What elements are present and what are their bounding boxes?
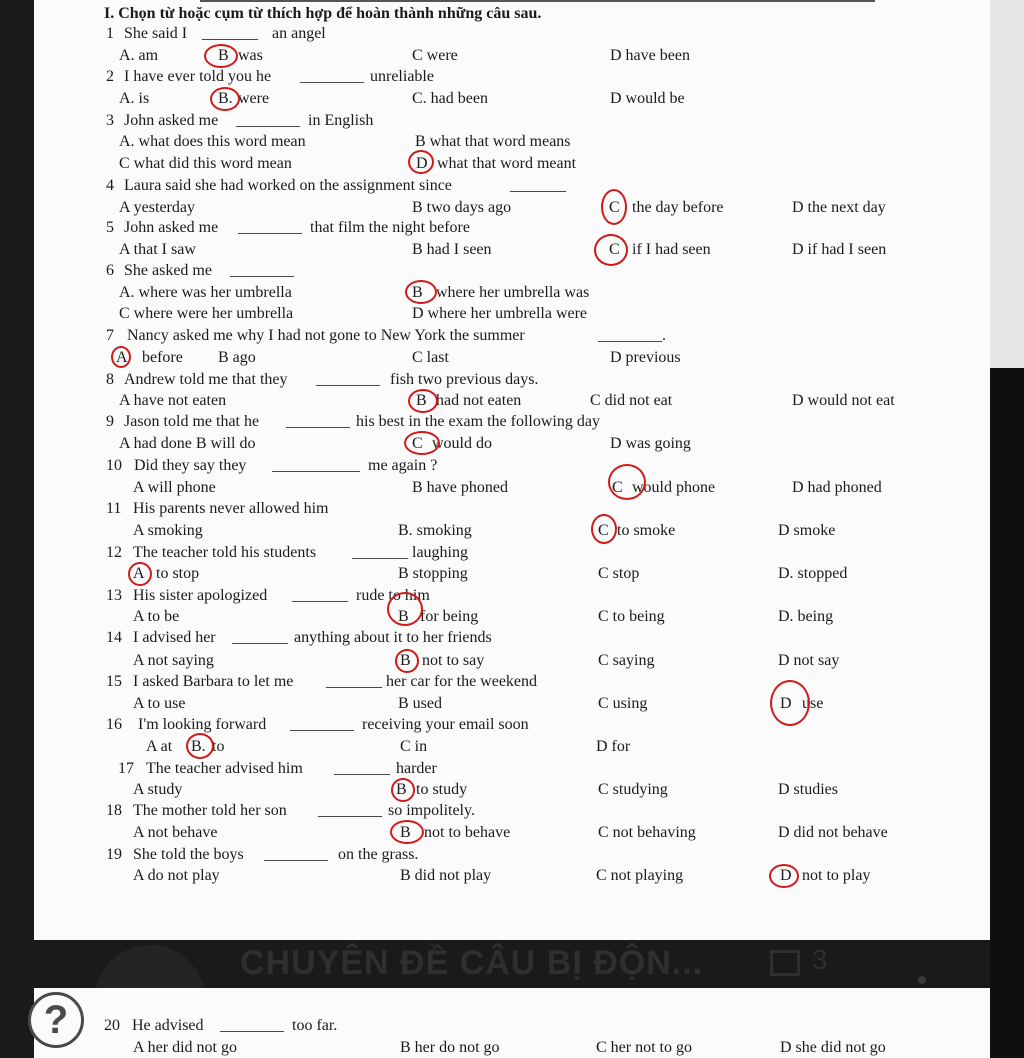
- question-stem-end: harder: [396, 760, 437, 777]
- question-stem-end: anything about it to her friends: [294, 629, 492, 646]
- answer-circle: [608, 464, 646, 500]
- question-stem: The teacher told his students: [133, 544, 317, 561]
- question-stem-end: his best in the exam the following day: [356, 413, 600, 430]
- page-count-badge: 3: [812, 944, 828, 975]
- option-b-text: not to behave: [424, 824, 511, 841]
- question-stem: Laura said she had worked on the assignment since: [124, 177, 452, 194]
- option-c-text: if I had seen: [632, 241, 711, 258]
- option-a-letter: A: [116, 349, 128, 366]
- option-a: A to be: [133, 608, 180, 625]
- option-d-letter: D: [780, 695, 792, 712]
- option-b: B. smoking: [398, 522, 472, 539]
- answer-circle: [404, 431, 440, 455]
- question-number: 17: [118, 760, 134, 777]
- option-c: C were: [412, 47, 458, 64]
- option-c: C to being: [598, 608, 665, 625]
- option-b-text: for being: [420, 608, 479, 625]
- option-a: A. what does this word mean: [119, 133, 306, 150]
- option-b: B did not play: [400, 867, 492, 884]
- blank: ________: [220, 1017, 284, 1034]
- option-c: C not playing: [596, 867, 684, 884]
- question-number: 19: [106, 846, 122, 863]
- option-b: B her do not go: [400, 1039, 500, 1056]
- option-d: D. stopped: [778, 565, 848, 582]
- option-b-letter: B: [416, 392, 427, 409]
- question-number: 7: [106, 327, 114, 344]
- option-c: C. had been: [412, 90, 488, 107]
- option-a: A. where was her umbrella: [119, 284, 292, 301]
- option-a-text: before: [142, 349, 183, 366]
- question-stem: She said I: [124, 25, 188, 42]
- blank: ___________: [272, 457, 360, 474]
- question-stem-end: an angel: [272, 25, 326, 42]
- question-number: 12: [106, 544, 122, 561]
- question-stem-end: so impolitely.: [388, 802, 475, 819]
- answer-circle: [210, 87, 240, 111]
- question-stem: I'm looking forward: [138, 716, 267, 733]
- question-number: 1: [106, 25, 114, 42]
- option-d: D where her umbrella were: [412, 305, 588, 322]
- question-stem: I asked Barbara to let me: [133, 673, 294, 690]
- option-c-text: to smoke: [617, 522, 676, 539]
- answer-circle: [111, 346, 131, 368]
- option-d: D smoke: [778, 522, 836, 539]
- question-number: 20: [104, 1017, 120, 1034]
- option-b-letter: B.: [218, 90, 233, 107]
- page-icon[interactable]: [770, 950, 800, 976]
- option-d: D studies: [778, 781, 838, 798]
- more-dot-icon[interactable]: [918, 976, 926, 984]
- question-stem: The teacher advised him: [146, 760, 303, 777]
- question-stem: The mother told her son: [133, 802, 287, 819]
- option-b: B used: [398, 695, 442, 712]
- option-d-text: use: [802, 695, 824, 712]
- blank: ________: [290, 716, 354, 733]
- option-d: D previous: [610, 349, 681, 366]
- answer-circle: [408, 389, 438, 413]
- option-b-letter: B: [396, 781, 407, 798]
- question-number: 8: [106, 371, 114, 388]
- question-number: 10: [106, 457, 122, 474]
- option-a-letter: A: [133, 565, 145, 582]
- option-b: B what that word means: [415, 133, 571, 150]
- answer-circle: [601, 189, 627, 225]
- option-a: A her did not go: [133, 1039, 237, 1056]
- question-stem: Nancy asked me why I had not gone to New York the summer: [127, 327, 525, 344]
- option-b-text: were: [238, 90, 270, 107]
- question-number: 2: [106, 68, 114, 85]
- option-b-letter: B: [400, 824, 411, 841]
- option-c-text: the day before: [632, 199, 724, 216]
- question-number: 15: [106, 673, 122, 690]
- option-b: B two days ago: [412, 199, 512, 216]
- option-c-text: would phone: [632, 479, 716, 496]
- question-stem: She asked me: [124, 262, 212, 279]
- question-number: 4: [106, 177, 114, 194]
- option-a: A. is: [119, 90, 150, 107]
- question-number: 6: [106, 262, 114, 279]
- blank: ________.: [598, 327, 666, 344]
- option-d: D. being: [778, 608, 834, 625]
- option-a-b: A had done B will do: [119, 435, 256, 452]
- option-a: A to use: [133, 695, 186, 712]
- option-d: D had phoned: [792, 479, 882, 496]
- blank: ________: [238, 219, 302, 236]
- answer-circle: [391, 778, 415, 802]
- option-b-letter: B: [400, 652, 411, 669]
- question-stem: I have ever told you he: [124, 68, 272, 85]
- question-number: 13: [106, 587, 122, 604]
- question-stem: His sister apologized: [133, 587, 268, 604]
- option-d-text: what that word meant: [437, 155, 577, 172]
- question-stem: Jason told me that he: [124, 413, 260, 430]
- option-d-letter: D: [416, 155, 428, 172]
- blank: ________: [286, 413, 350, 430]
- blank: _______: [510, 177, 566, 194]
- answer-circle: [128, 562, 152, 586]
- option-c-text: would do: [432, 435, 492, 452]
- question-stem-end: laughing: [412, 544, 468, 561]
- answer-circle: [769, 864, 799, 888]
- option-a: A. am: [119, 47, 159, 64]
- option-c: C using: [598, 695, 648, 712]
- option-d: D not say: [778, 652, 840, 669]
- option-c-letter: C: [612, 479, 623, 496]
- option-c: C studying: [598, 781, 668, 798]
- question-stem-end: receiving your email soon: [362, 716, 529, 733]
- option-d-letter: D: [780, 867, 792, 884]
- question-number: 11: [106, 500, 122, 517]
- option-b-text: to study: [416, 781, 468, 798]
- option-d: D would not eat: [792, 392, 895, 409]
- option-b-letter: B: [218, 47, 229, 64]
- option-c: C saying: [598, 652, 655, 669]
- option-a: A not behave: [133, 824, 218, 841]
- answer-circle: [186, 733, 214, 759]
- answer-circle: [594, 234, 628, 266]
- question-stem-end: on the grass.: [338, 846, 419, 863]
- option-a: A yesterday: [119, 199, 195, 216]
- option-a: A not saying: [133, 652, 214, 669]
- option-c-letter: C: [609, 241, 620, 258]
- blank: ________: [236, 112, 300, 129]
- blank: ________: [300, 68, 364, 85]
- option-c-letter: C: [609, 199, 620, 216]
- answer-circle: [408, 150, 434, 174]
- question-stem: John asked me: [124, 112, 219, 129]
- question-stem-end: in English: [308, 112, 374, 129]
- option-d: D if had I seen: [792, 241, 887, 258]
- option-c: C last: [412, 349, 449, 366]
- option-b-letter: B: [398, 608, 409, 625]
- answer-circle: [395, 649, 419, 673]
- blank: ________: [318, 802, 382, 819]
- blank: _______: [202, 25, 258, 42]
- option-c-letter: C: [598, 522, 609, 539]
- option-d: D did not behave: [778, 824, 888, 841]
- option-b-text: not to say: [422, 652, 485, 669]
- blank: ________: [230, 262, 294, 279]
- option-b-text: to: [212, 738, 225, 755]
- option-a: A study: [133, 781, 183, 798]
- option-a: A will phone: [133, 479, 216, 496]
- option-d: D for: [596, 738, 631, 755]
- question-number: 9: [106, 413, 114, 430]
- answer-circle: [770, 680, 810, 726]
- option-c: C in: [400, 738, 428, 755]
- answer-circle: [204, 44, 238, 68]
- question-number: 3: [106, 112, 114, 129]
- option-b-letter: B.: [191, 738, 206, 755]
- document-title-overlay[interactable]: CHUYÊN ĐỀ CÂU BỊ ĐỘN...: [240, 944, 704, 982]
- option-d: D would be: [610, 90, 685, 107]
- option-b-text: where her umbrella was: [436, 284, 590, 301]
- option-b: B have phoned: [412, 479, 508, 496]
- option-a: A at: [146, 738, 173, 755]
- option-b: B ago: [218, 349, 256, 366]
- blank: _______: [326, 673, 382, 690]
- blank: ________: [264, 846, 328, 863]
- option-b: B had I seen: [412, 241, 492, 258]
- option-d: D she did not go: [780, 1039, 886, 1056]
- question-number: 18: [106, 802, 122, 819]
- scrollbar-thumb[interactable]: [990, 0, 1024, 368]
- question-stem-end: too far.: [292, 1017, 338, 1034]
- answer-circle: [387, 592, 423, 626]
- option-c: C her not to go: [596, 1039, 692, 1056]
- option-b-letter: B: [412, 284, 423, 301]
- option-c-letter: C: [412, 435, 423, 452]
- question-stem: He advised: [132, 1017, 204, 1034]
- option-c: C did not eat: [590, 392, 673, 409]
- option-b: B stopping: [398, 565, 468, 582]
- scrollbar-track[interactable]: [990, 368, 1024, 1058]
- option-d: D the next day: [792, 199, 886, 216]
- option-a: A have not eaten: [119, 392, 227, 409]
- section-heading: I. Chọn từ hoặc cụm từ thích hợp để hoàn thành những câu sau.: [104, 5, 542, 22]
- blank: _______: [232, 629, 288, 646]
- answer-circle: [405, 280, 437, 304]
- blank: _______: [352, 544, 408, 561]
- answer-circle: [390, 820, 424, 844]
- question-stem-end: rude to him: [356, 587, 430, 604]
- question-stem: I advised her: [133, 629, 216, 646]
- page-top-rule: [200, 0, 875, 2]
- option-b-text: had not eaten: [436, 392, 522, 409]
- option-c: C where were her umbrella: [119, 305, 294, 322]
- blank: _______: [292, 587, 348, 604]
- question-stem-end: unreliable: [370, 68, 434, 85]
- question-stem: John asked me: [124, 219, 219, 236]
- option-a-text: to stop: [156, 565, 200, 582]
- option-b-text: was: [238, 47, 263, 64]
- help-icon[interactable]: ?: [28, 992, 84, 1048]
- answer-circle: [591, 514, 617, 544]
- option-d-text: not to play: [802, 867, 871, 884]
- question-stem-end: me again ?: [368, 457, 438, 474]
- option-c: C stop: [598, 565, 640, 582]
- option-a: A do not play: [133, 867, 220, 884]
- option-a: A smoking: [133, 522, 203, 539]
- question-stem-end: that film the night before: [310, 219, 470, 236]
- question-stem-end: fish two previous days.: [390, 371, 539, 388]
- option-a: A that I saw: [119, 241, 196, 258]
- option-d: D was going: [610, 435, 691, 452]
- option-d: D have been: [610, 47, 690, 64]
- question-stem: His parents never allowed him: [133, 500, 329, 517]
- question-number: 14: [106, 629, 122, 646]
- question-stem: She told the boys: [133, 846, 244, 863]
- question-number: 5: [106, 219, 114, 236]
- question-number: 16: [106, 716, 122, 733]
- option-c: C what did this word mean: [119, 155, 292, 172]
- question-stem-end: her car for the weekend: [386, 673, 538, 690]
- blank: _______: [334, 760, 390, 777]
- question-stem: Did they say they: [134, 457, 247, 474]
- option-c: C not behaving: [598, 824, 696, 841]
- question-stem: Andrew told me that they: [124, 371, 288, 388]
- blank: ________: [316, 371, 380, 388]
